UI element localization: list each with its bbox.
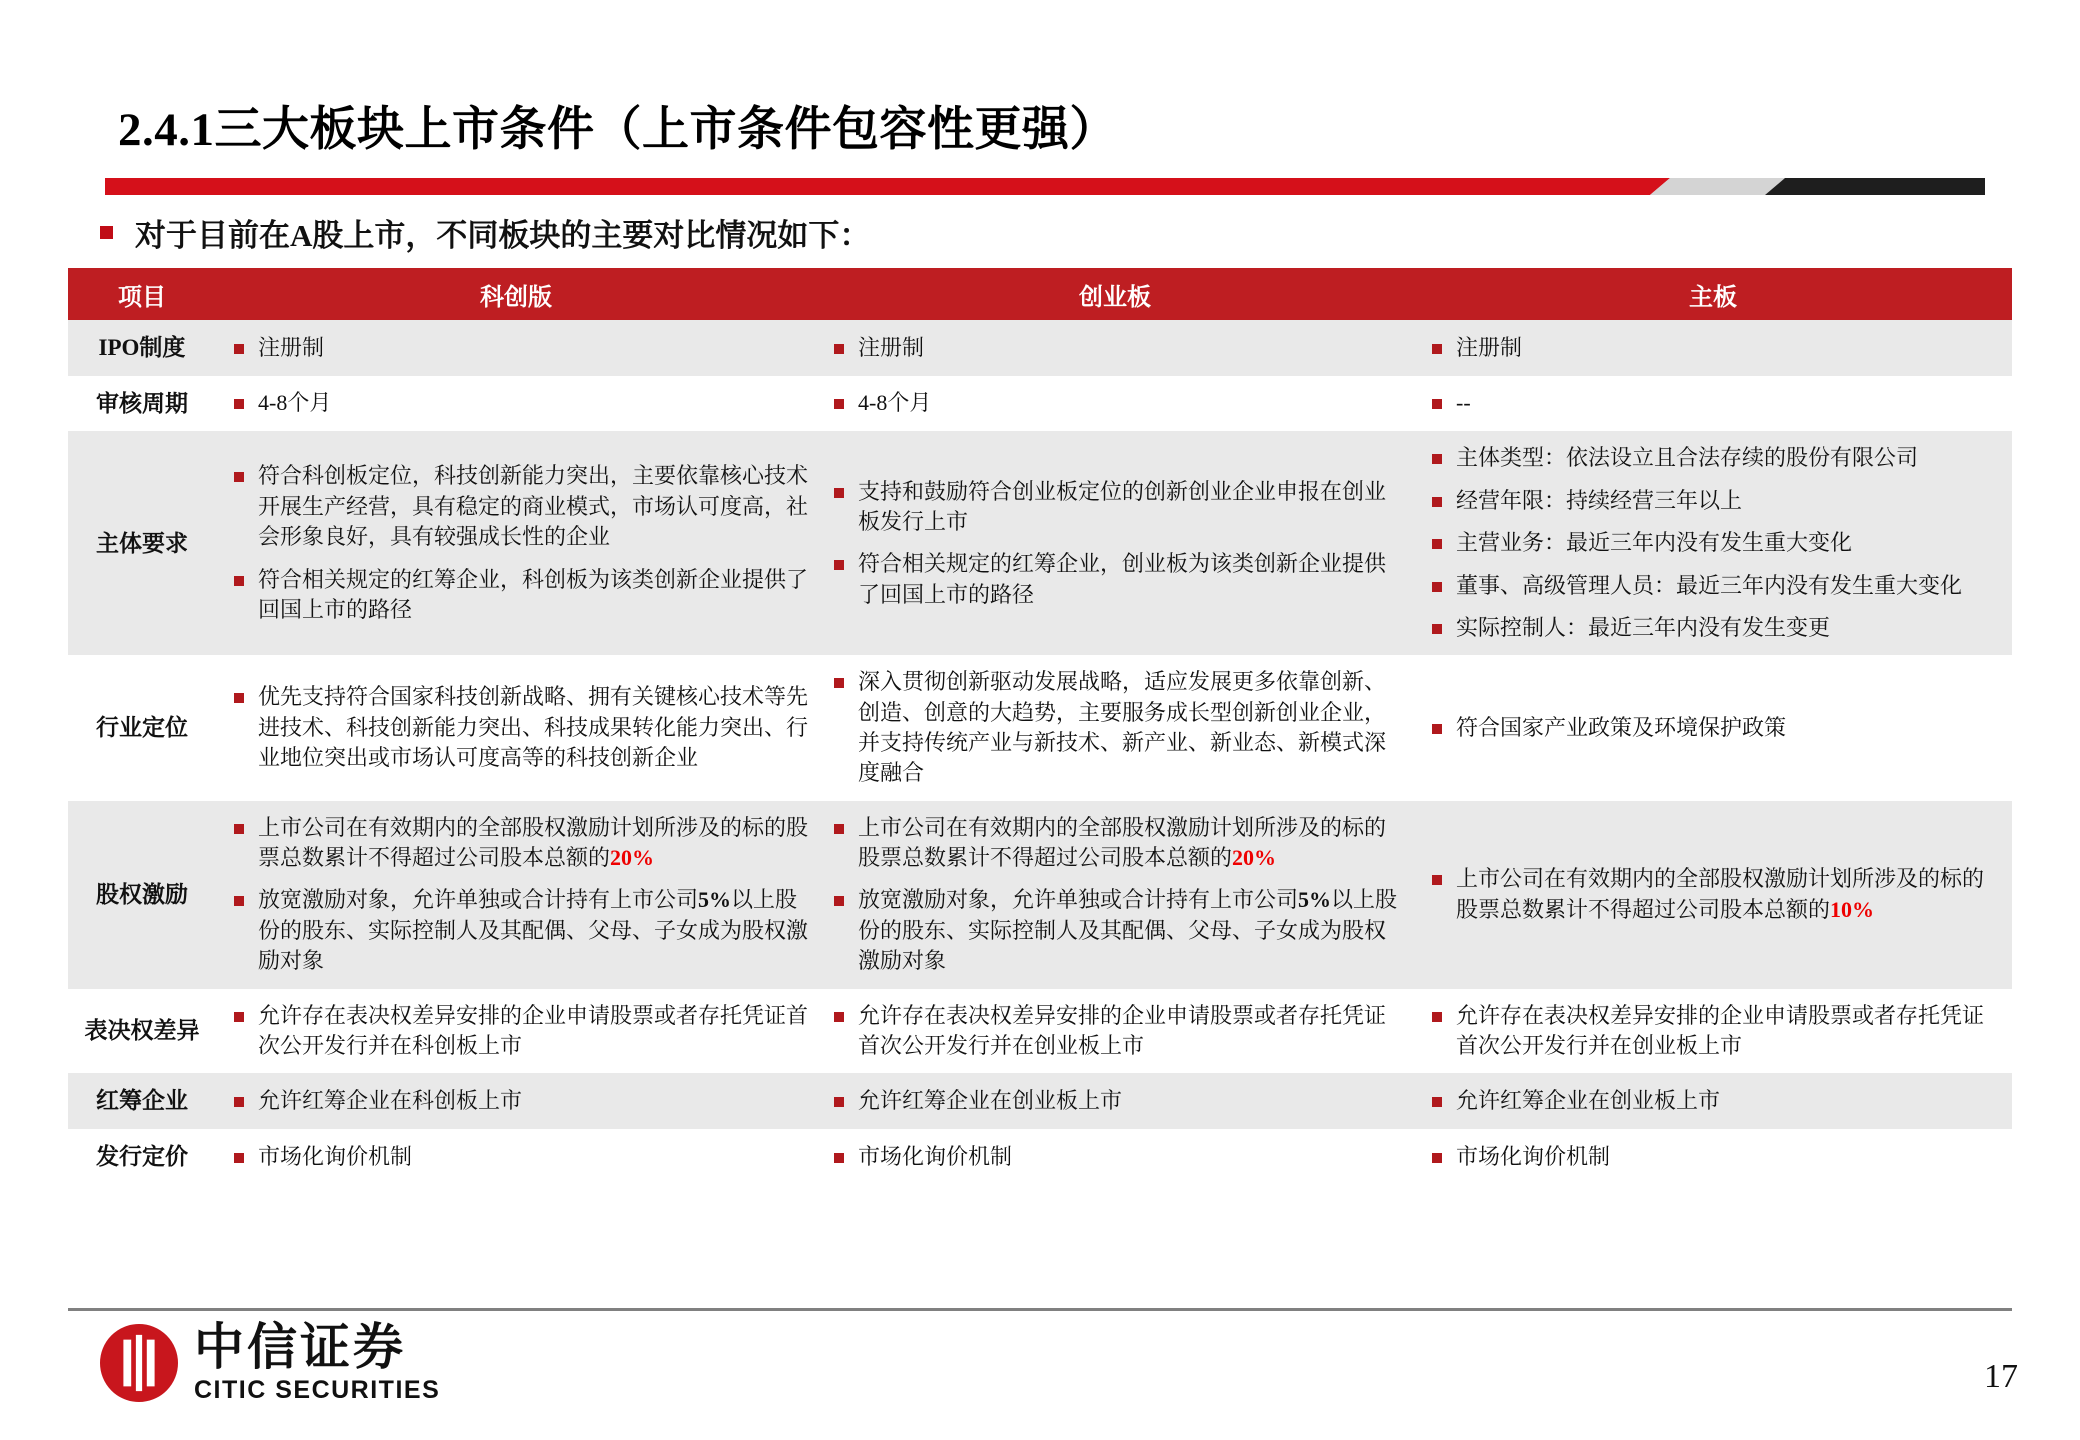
highlight-value: 5% (698, 887, 732, 913)
cell-kcb (216, 431, 816, 655)
table-row (68, 1129, 2012, 1185)
cell-kcb (216, 801, 816, 989)
table-header (68, 268, 2012, 320)
row-label: IPO制度 (68, 320, 216, 376)
cell-zb (1414, 801, 2012, 989)
cell-cyb (816, 801, 1414, 989)
bullet-item: 允许存在表决权差异安排的企业申请股票或者存托凭证首次公开发行并在创业板上市 (826, 1001, 1406, 1062)
cell-cyb (816, 655, 1414, 800)
highlight-value: 20% (610, 845, 655, 871)
row-label: 表决权差异 (68, 989, 216, 1074)
citic-circle-logo-icon (100, 1324, 178, 1402)
bullet-item (1424, 864, 2004, 925)
table-row (68, 655, 2012, 800)
bullet-item: 经营年限：持续经营三年以上 (1424, 486, 2004, 516)
table-row (68, 431, 2012, 655)
bullet-item (826, 813, 1406, 874)
square-bullet-icon (100, 226, 113, 239)
table-row (68, 801, 2012, 989)
bullet-item: 允许存在表决权差异安排的企业申请股票或者存托凭证首次公开发行并在创业板上市 (1424, 1001, 2004, 1062)
bullet-text: 上市公司在有效期内的全部股权激励计划所涉及的标的股票总数累计不得超过公司股本总额的 (858, 814, 1387, 871)
bullet-item (826, 885, 1406, 976)
bullet-item: 市场化询价机制 (226, 1142, 808, 1172)
cell-cyb (816, 989, 1414, 1074)
cell-zb (1414, 431, 2012, 655)
bullet-item: 4-8个月 (226, 388, 808, 418)
row-label: 股权激励 (68, 801, 216, 989)
cell-cyb (816, 1073, 1414, 1129)
bullet-text: 以上股份的股东、实际控制人及其配偶、父母、子女成为股权激励对象 (258, 887, 809, 974)
bullet-item: -- (1424, 388, 2004, 418)
bullet-item: 深入贯彻创新驱动发展战略，适应发展更多依靠创新、创造、创意的大趋势，主要服务成长型创新创业企业，并支持传统产业与新技术、新产业、新业态、新模式深度融合 (826, 667, 1406, 788)
table-row (68, 320, 2012, 376)
row-label: 主体要求 (68, 431, 216, 655)
table-header-row (68, 268, 2012, 320)
bullet-item: 实际控制人：最近三年内没有发生变更 (1424, 613, 2004, 643)
comparison-table (68, 268, 2012, 1185)
cell-zb (1414, 1073, 2012, 1129)
bullet-item: 注册制 (226, 333, 808, 363)
bullet-text: 上市公司在有效期内的全部股权激励计划所涉及的标的股票总数累计不得超过公司股本总额的 (1456, 866, 1985, 922)
brand-text (194, 1319, 441, 1404)
highlight-value: 5% (1298, 887, 1332, 913)
bullet-text: 以上股份的股东、实际控制人及其配偶、父母、子女成为股权激励对象 (858, 887, 1398, 974)
cell-cyb (816, 1129, 1414, 1185)
page-number: 17 (1984, 1358, 2018, 1395)
bullet-item: 优先支持符合国家科技创新战略、拥有关键核心技术等先进技术、科技创新能力突出、科技成果转化能力突出、行业地位突出或市场认可度高等的科技创新企业 (226, 682, 808, 773)
bullet-item: 允许红筹企业在创业板上市 (1424, 1086, 2004, 1116)
table-row (68, 1073, 2012, 1129)
brand-name-cn: 中信证券 (194, 1319, 406, 1375)
brand-logo (100, 1319, 441, 1404)
bullet-item: 主营业务：最近三年内没有发生重大变化 (1424, 528, 2004, 558)
bullet-item: 允许存在表决权差异安排的企业申请股票或者存托凭证首次公开发行并在科创板上市 (226, 1001, 808, 1062)
bullet-text: 上市公司在有效期内的全部股权激励计划所涉及的标的股票总数累计不得超过公司股本总额的 (258, 814, 809, 871)
footer-divider (68, 1308, 2012, 1311)
header-cell-item: 项目 (68, 268, 216, 320)
brand-name-en: CITIC SECURITIES (194, 1376, 441, 1404)
bullet-text: 放宽激励对象，允许单独或合计持有上市公司 (858, 887, 1299, 913)
lead-text: 对于目前在A股上市，不同板块的主要对比情况如下： (135, 218, 871, 253)
bullet-item: 市场化询价机制 (1424, 1142, 2004, 1172)
cell-zb (1414, 989, 2012, 1074)
bullet-item: 符合国家产业政策及环境保护政策 (1424, 713, 2004, 743)
bullet-text: 放宽激励对象，允许单独或合计持有上市公司 (258, 887, 699, 913)
lead-bullet-line (100, 210, 870, 255)
cell-kcb (216, 989, 816, 1074)
table-row (68, 989, 2012, 1074)
cell-kcb (216, 1129, 816, 1185)
bullet-item: 主体类型：依法设立且合法存续的股份有限公司 (1424, 443, 2004, 473)
bullet-item: 董事、高级管理人员：最近三年内没有发生重大变化 (1424, 571, 2004, 601)
bullet-item (226, 885, 808, 976)
bullet-item: 允许红筹企业在创业板上市 (826, 1086, 1406, 1116)
bullet-item: 注册制 (826, 333, 1406, 363)
page-title: 2.4.1三大板块上市条件（上市条件包容性更强） (118, 104, 1117, 156)
table-row (68, 376, 2012, 432)
title-divider (105, 178, 1985, 195)
row-label: 红筹企业 (68, 1073, 216, 1129)
cell-zb (1414, 320, 2012, 376)
cell-zb (1414, 376, 2012, 432)
cell-cyb (816, 431, 1414, 655)
cell-cyb (816, 320, 1414, 376)
bullet-item: 符合科创板定位，科技创新能力突出，主要依靠核心技术开展生产经营，具有稳定的商业模式，市场认可度高，社会形象良好，具有较强成长性的企业 (226, 461, 808, 552)
header-cell-kcb: 科创版 (216, 268, 816, 320)
bullet-item: 注册制 (1424, 333, 2004, 363)
header-cell-zb: 主板 (1414, 268, 2012, 320)
cell-zb (1414, 655, 2012, 800)
row-label: 发行定价 (68, 1129, 216, 1185)
bullet-item (226, 813, 808, 874)
cell-cyb (816, 376, 1414, 432)
bullet-item: 符合相关规定的红筹企业，科创板为该类创新企业提供了回国上市的路径 (226, 565, 808, 626)
bullet-item: 支持和鼓励符合创业板定位的创新创业企业申报在创业板发行上市 (826, 477, 1406, 538)
table-body (68, 320, 2012, 1185)
highlight-value: 20% (1232, 845, 1277, 871)
row-label: 行业定位 (68, 655, 216, 800)
header-cell-cyb: 创业板 (816, 268, 1414, 320)
bullet-item: 市场化询价机制 (826, 1142, 1406, 1172)
cell-zb (1414, 1129, 2012, 1185)
bullet-item: 允许红筹企业在科创板上市 (226, 1086, 808, 1116)
row-label: 审核周期 (68, 376, 216, 432)
cell-kcb (216, 376, 816, 432)
bullet-item: 4-8个月 (826, 388, 1406, 418)
cell-kcb (216, 655, 816, 800)
bullet-item: 符合相关规定的红筹企业，创业板为该类创新企业提供了回国上市的路径 (826, 549, 1406, 610)
cell-kcb (216, 320, 816, 376)
highlight-value: 10% (1830, 896, 1875, 922)
cell-kcb (216, 1073, 816, 1129)
